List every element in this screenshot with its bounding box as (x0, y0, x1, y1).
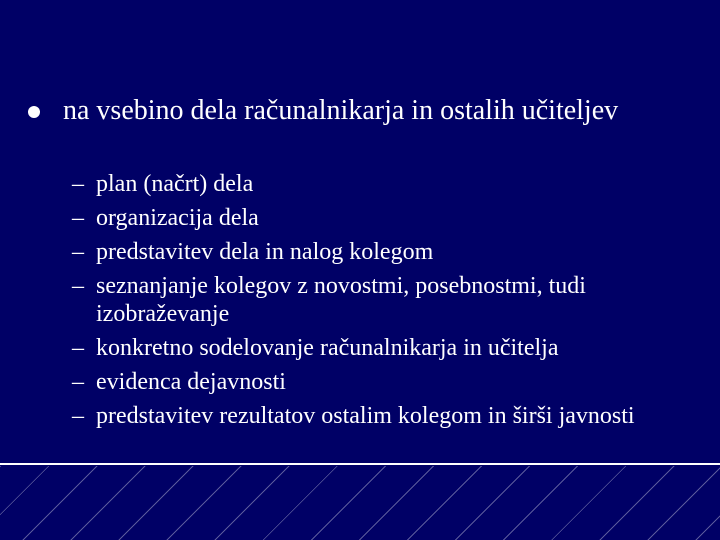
bullet-dot-icon (28, 106, 40, 118)
sub-bullet-item (72, 204, 692, 232)
sub-bullet-text: konkretno sodelovanje računalnikarja in učitelja (96, 335, 559, 361)
sub-bullet-text: evidenca dejavnosti (96, 369, 286, 395)
dash-icon: – (72, 335, 84, 361)
sub-bullet-text: predstavitev dela in nalog kolegom (96, 239, 434, 265)
dash-icon: – (72, 273, 84, 299)
dash-icon: – (72, 403, 84, 429)
main-bullet-text: na vsebino dela računalnikarja in ostalih učiteljev (63, 95, 619, 126)
sub-bullet-text: organizacija dela (96, 205, 259, 231)
sub-bullet-text: plan (načrt) dela (96, 171, 254, 197)
sub-bullet-item (72, 170, 692, 198)
footer-divider (0, 463, 720, 465)
dash-icon: – (72, 239, 84, 265)
main-bullet-point (28, 94, 688, 128)
sub-bullet-text: seznanjanje kolegov z novostmi, posebnostmi, tudi izobraževanje (96, 273, 586, 327)
sub-bullet-item (72, 368, 692, 396)
dash-icon: – (72, 205, 84, 231)
sub-bullet-item (72, 334, 692, 362)
sub-bullet-item (72, 272, 692, 328)
dash-icon: – (72, 171, 84, 197)
sub-bullet-item (72, 402, 692, 430)
sub-bullet-list (72, 170, 692, 436)
sub-bullet-text: predstavitev rezultatov ostalim kolegom in širši javnosti (96, 403, 635, 429)
footer-stripe-pattern (0, 466, 720, 540)
sub-bullet-item (72, 238, 692, 266)
dash-icon: – (72, 369, 84, 395)
